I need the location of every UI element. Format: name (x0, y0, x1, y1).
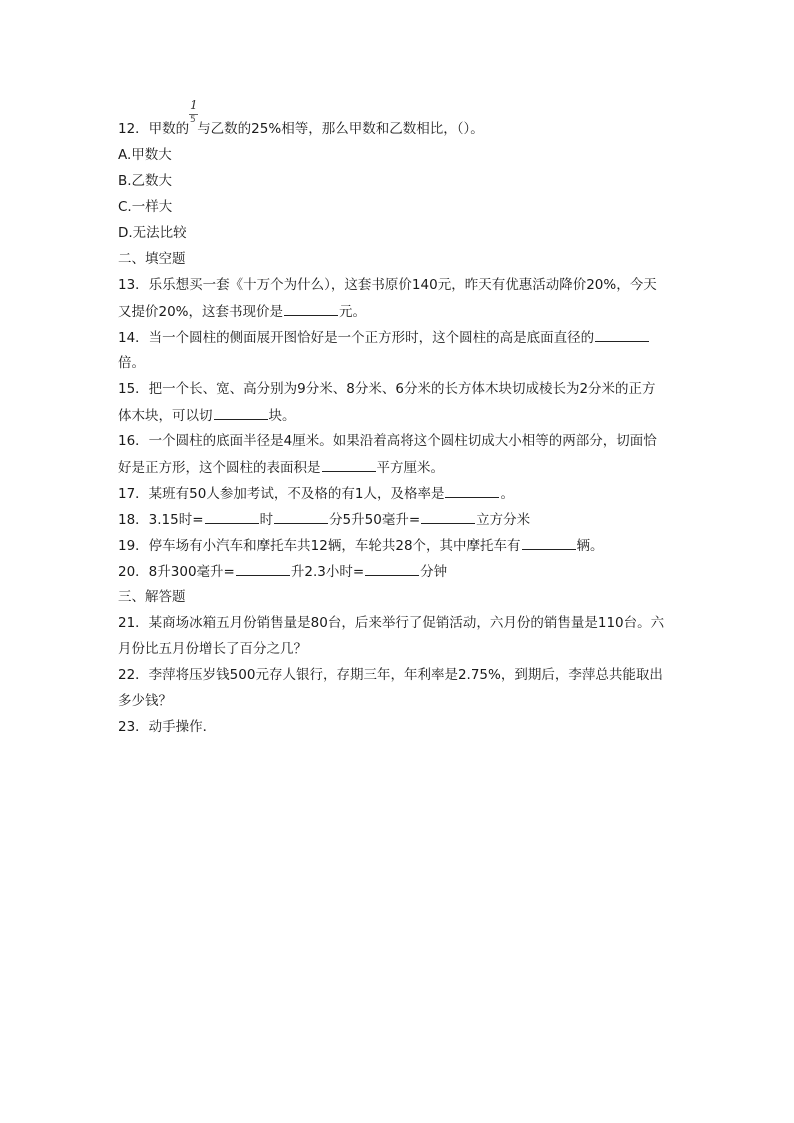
answer-blank (445, 484, 499, 498)
question-12 (118, 120, 484, 138)
question-18 (118, 510, 530, 529)
q20-text-c: 分钟 (420, 564, 448, 580)
q13-text-a: 又提价20%，这套书现价是 (118, 304, 284, 320)
q13-line2 (118, 302, 366, 321)
question-17 (118, 484, 514, 503)
q15-line2 (118, 406, 296, 425)
answer-blank (274, 510, 328, 524)
answer-blank (236, 562, 290, 576)
q16-text-b: 平方厘米。 (376, 460, 444, 476)
q16-text-a: 好是正方形，这个圆柱的表面积是 (118, 460, 321, 476)
question-20 (118, 562, 447, 581)
q19-text-b: 辆。 (576, 538, 604, 554)
answer-blank (214, 406, 268, 420)
q12-option-d: D.无法比较 (118, 225, 187, 241)
q18-text-b: 时 (259, 512, 274, 528)
fraction-numerator: 1 (190, 98, 198, 112)
q20-text-b: 升2.3小时= (290, 564, 365, 580)
q16-line2 (118, 458, 444, 477)
q12-prefix: 12．甲数的 (118, 121, 190, 137)
answer-blank (595, 328, 649, 342)
fraction-denominator: 5 (190, 115, 196, 125)
q15-text-a: 体木块，可以切 (118, 408, 213, 424)
answer-blank (205, 510, 259, 524)
answer-blank (522, 536, 576, 550)
q18-text-d: 立方分米 (476, 512, 531, 528)
q20-text-a: 20．8升300毫升= (118, 564, 235, 580)
q12-option-a: A.甲数大 (118, 147, 172, 163)
answer-blank (322, 458, 376, 472)
q12-suffix: 与乙数的25%相等，那么甲数和乙数相比，（）。 (197, 121, 484, 137)
q14-line1 (118, 328, 650, 347)
q18-text-a: 18．3.15时= (118, 512, 204, 528)
q22-line1: 22．李萍将压岁钱500元存人银行，存期三年，年利率是2.75%，到期后，李萍总共能取出 (118, 667, 663, 683)
q17-text-a: 17．某班有50人参加考试，不及格的有1人，及格率是 (118, 486, 445, 502)
q22-line2: 多少钱？ (118, 693, 172, 709)
answer-blank (284, 302, 338, 316)
question-19 (118, 536, 604, 555)
section-solve-heading: 三、解答题 (118, 589, 186, 605)
q13-line1: 13．乐乐想买一套《十万个为什么），这套书原价140元，昨天有优惠活动降价20%，今天 (118, 277, 657, 293)
answer-blank (365, 562, 419, 576)
q16-line1: 16．一个圆柱的底面半径是4厘米。如果沿着高将这个圆柱切成大小相等的两部分，切面恰 (118, 433, 657, 449)
q13-text-b: 元。 (339, 304, 367, 320)
q17-text-b: 。 (500, 486, 514, 502)
q15-text-b: 块。 (268, 408, 296, 424)
question-23: 23．动手操作． (118, 719, 217, 735)
q12-option-b: B.乙数大 (118, 173, 173, 189)
q18-text-c: 分5升50毫升= (329, 512, 421, 528)
q21-line2: 月份比五月份增长了百分之几？ (118, 641, 307, 657)
section-fill-in-heading: 二、填空题 (118, 251, 186, 267)
q15-line1: 15．把一个长、宽、高分别为9分米、8分米、6分米的长方体木块切成棱长为2分米的正方 (118, 381, 656, 397)
q14-line2: 倍。 (118, 355, 145, 371)
answer-blank (421, 510, 475, 524)
q19-text-a: 19．停车场有小汽车和摩托车共12辆，车轮共28个，其中摩托车有 (118, 538, 521, 554)
q14-text: 14．当一个圆柱的侧面展开图恰好是一个正方形时，这个圆柱的高是底面直径的 (118, 330, 595, 346)
q21-line1: 21．某商场冰箱五月份销售量是80台，后来举行了促销活动，六月份的销售量是110台。六 (118, 615, 665, 631)
q12-option-c: C.一样大 (118, 199, 173, 215)
